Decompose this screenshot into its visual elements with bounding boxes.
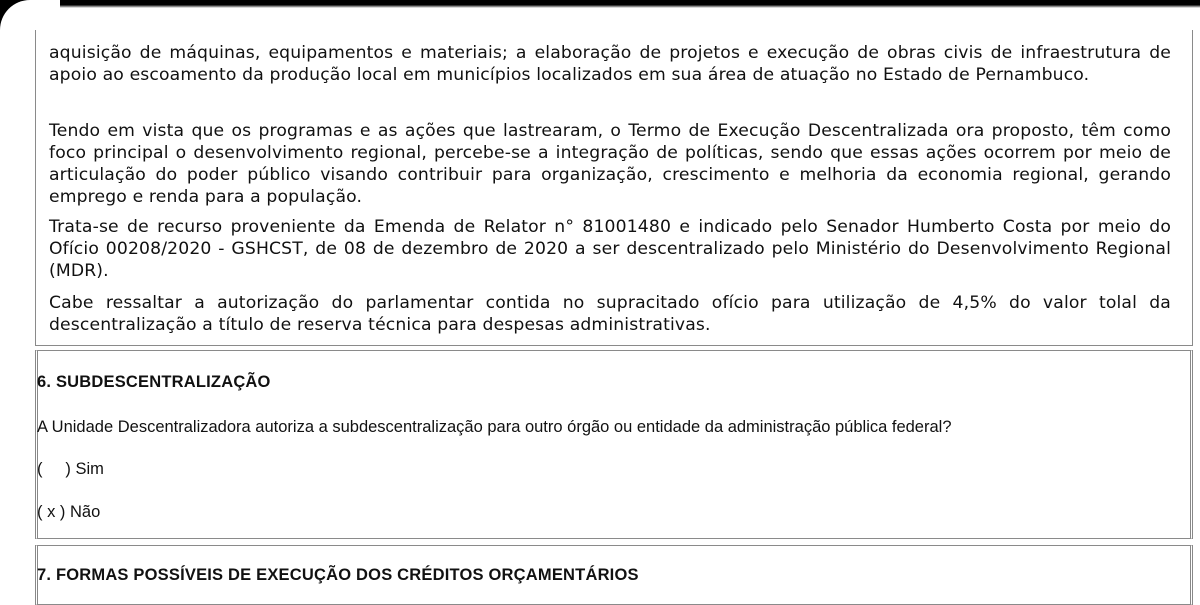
paragraph-1: aquisição de máquinas, equipamentos e materiais; a elaboração de projetos e execução de obras civis de infraestrutura de apoio ao escoamento da produção local em municípios localizados em sua área de atuação no Estado de Pernambuco.: [49, 43, 1171, 85]
section-7-title: 7. FORMAS POSSÍVEIS DE EXECUÇÃO DOS CRÉDITOS ORÇAMENTÁRIOS: [37, 566, 639, 584]
screen-top-edge: [0, 0, 1200, 8]
option-sim: ( ) Sim: [37, 460, 104, 478]
paragraph-2: Tendo em vista que os programas e as ações que lastrearam, o Termo de Execução Descentralizada ora proposto, têm como foco principal o desenvolvimento regional, percebe-se a integração de políticas, sendo que essas ações ocorrem por meio de articulação do poder público visando contribuir para organização, crescimento e melhoria da economia regional, gerando emprego e renda para a população.: [49, 121, 1171, 207]
paragraph-3: Trata-se de recurso proveniente da Emenda de Relator n° 81001480 e indicado pelo Senador Humberto Costa por meio do Ofício 00208/2020 - GSHCST, de 08 de dezembro de 2020 a ser descentralizado pelo Ministério do Desenvolvimento Regional (MDR).: [49, 217, 1171, 281]
section-6-question: A Unidade Descentralizadora autoriza a subdescentralização para outro órgão ou entidade da administração pública federal?: [37, 418, 952, 436]
paragraph-4: Cabe ressaltar a autorização do parlamentar contida no supracitado ofício para utilização de 4,5% do valor tolal da descentralização a título de reserva técnica para despesas administrativas.: [49, 293, 1171, 335]
section-6-title: 6. SUBDESCENTRALIZAÇÃO: [37, 373, 271, 391]
screen-corner: [0, 0, 60, 30]
option-nao: ( x ) Não: [37, 503, 101, 521]
